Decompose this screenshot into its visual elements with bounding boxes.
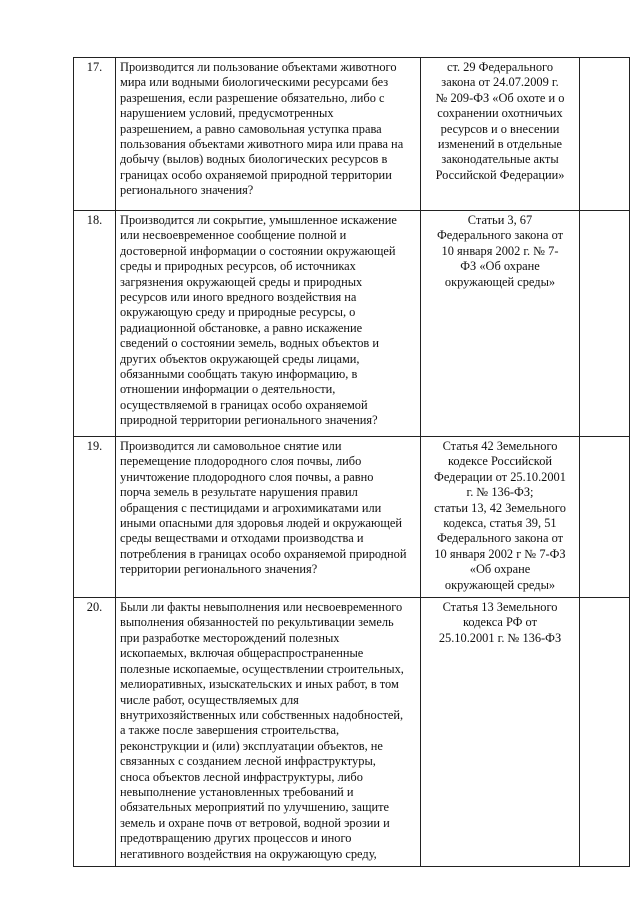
question-line: радиационной обстановке, а равно искажение [120,320,363,335]
reference-line: закона от 24.07.2009 г. [441,75,559,90]
reference-line: ст. 29 Федерального [446,60,554,74]
table-row [74,211,630,437]
reference-line: Статья 13 Земельного [442,600,558,615]
reference-line: Российской Федерации» [435,167,565,182]
table-row [74,598,630,867]
reference-line: окружающей среды» [444,274,556,289]
question-line: негативного воздействия на окружающую среду, [120,846,377,861]
question-line: выполнения обязанностей по рекультивации земель [120,615,394,630]
question-line: пользования объектами животного мира или права на [120,137,404,152]
question-text [120,439,416,578]
question-line: территории регионального значения? [120,562,318,577]
question-line: Производится ли пользование объектами животного [120,60,397,74]
reference-line: 25.10.2001 г. № 136-ФЗ [438,630,562,645]
reference-line: законодательные акты [441,152,559,167]
question-line: ресурсов или иного вредного воздействия на [120,290,357,305]
answer-mark-cell [580,598,630,867]
question-line: реконструкции и (или) эксплуатации объектов, не [120,738,383,753]
question-line: мира или водными биологическими ресурсами без [120,75,389,90]
row-number: 19. [74,437,116,598]
reference-line: окружающей среды» [444,577,556,592]
question-cell [116,58,421,211]
question-line: перемещение плодородного слоя почвы, либо [120,454,362,469]
reference-line: № 209-ФЗ «Об охоте и о [435,90,565,105]
question-line: других объектов окружающей среды лицами, [120,351,360,366]
question-line: среды веществами и отходами производства и [120,531,364,546]
question-cell [116,437,421,598]
question-line: нарушением условий, предусмотренных [120,106,334,121]
reference-line: кодекса РФ от [462,615,537,630]
question-line: порча земель в результате нарушения правил [120,485,358,500]
question-line: обязанными сообщать такую информацию, в [120,367,358,382]
reference-line: статьи 13, 42 Земельного [434,500,566,515]
reference-line: ресурсов и о внесении [440,121,560,136]
question-cell [116,211,421,437]
question-line: достоверной информации о состоянии окружающей [120,243,396,258]
question-line: полезные ископаемые, осуществлении строительных, [120,661,404,676]
reference-line: «Об охране [469,562,531,577]
legal-reference-cell [421,211,580,437]
legal-reference-text [425,439,575,593]
checklist-table [73,57,630,867]
question-line: невыполнение установленных требований и [120,784,354,799]
question-line: уничтожение плодородного слоя почвы, а равно [120,469,374,484]
answer-mark-cell [580,437,630,598]
question-line: обращения с пестицидами и агрохимикатами или [120,500,382,515]
question-line: иными опасными для здоровья людей и окружающей [120,516,402,531]
question-line: сноса объектов лесной инфраструктуры, либо [120,769,363,784]
reference-line: Федерации от 25.10.2001 [434,469,566,484]
reference-line: Статья 42 Земельного [442,439,558,453]
reference-line: г. № 136-ФЗ; [466,485,534,500]
question-line: потребления в границах особо охраняемой природной [120,546,407,561]
reference-line: Статьи 3, 67 [467,213,533,227]
question-line: Были ли факты невыполнения или несвоевременного [120,600,403,615]
table-row [74,437,630,598]
question-line: мелиоративных, изыскательских и иных работ, в том [120,677,399,692]
question-line: осуществляемой в границах особо охраняемой [120,397,368,412]
legal-reference-text [425,60,575,183]
row-number: 20. [74,598,116,867]
question-line: окружающую среду и природные ресурсы, о [120,305,356,320]
question-line: внутрихозяйственных или собственных надобностей, [120,707,404,722]
question-line: ископаемых, включая общераспространенные [120,646,364,661]
question-line: связанных с созданием лесной инфраструктуры, [120,754,376,769]
table-row [74,58,630,211]
question-line: природной территории регионального значения? [120,413,378,428]
question-line: добычу (вылов) водных биологических ресурсов в [120,152,388,167]
question-line: числе работ, осуществляемых для [120,692,299,707]
question-text [120,600,416,862]
question-line: предотвращению других процессов и иного [120,831,352,846]
legal-reference-text [425,213,575,290]
reference-line: кодексе Российской [447,454,553,469]
question-line: регионального значения? [120,183,254,198]
reference-line: кодекса, статья 39, 51 [443,516,557,531]
legal-reference-cell [421,598,580,867]
reference-line: Федерального закона от [436,531,564,546]
legal-reference-text [425,600,575,646]
question-line: обязательных мероприятий по улучшению, защите [120,800,390,815]
question-text [120,213,416,429]
answer-mark-cell [580,211,630,437]
question-line: разрешения, если разрешение обязательно, либо с [120,90,385,105]
question-line: или несвоевременное сообщение полной и [120,228,347,243]
checklist-body [74,58,630,867]
question-line: Производится ли самовольное снятие или [120,439,342,453]
question-line: а также после завершения строительства, [120,723,340,738]
question-text [120,60,416,199]
legal-reference-cell [421,58,580,211]
reference-line: сохранении охотничьих [437,106,563,121]
question-line: при разработке месторождений полезных [120,630,340,645]
row-number: 18. [74,211,116,437]
row-number: 17. [74,58,116,211]
answer-mark-cell [580,58,630,211]
question-line: среды и природных ресурсов, об источниках [120,259,356,274]
legal-reference-cell [421,437,580,598]
question-line: сведений о состоянии земель, водных объектов и [120,336,380,351]
question-line: разрешением, а равно самовольная уступка права [120,121,382,136]
reference-line: 10 января 2002 г № 7-ФЗ [434,546,566,561]
reference-line: Федерального закона от [436,228,564,243]
question-line: границах особо охраняемой природной территории [120,167,392,182]
question-cell [116,598,421,867]
reference-line: изменений в отдельные [437,137,563,152]
question-line: отношении информации о деятельности, [120,382,336,397]
question-line: загрязнения окружающей среды и природных [120,274,363,289]
question-line: земель и охране почв от ветровой, водной эрозии и [120,815,390,830]
reference-line: ФЗ «Об охране [460,259,540,274]
question-line: Производится ли сокрытие, умышленное искажение [120,213,397,227]
reference-line: 10 января 2002 г. № 7- [441,243,559,258]
